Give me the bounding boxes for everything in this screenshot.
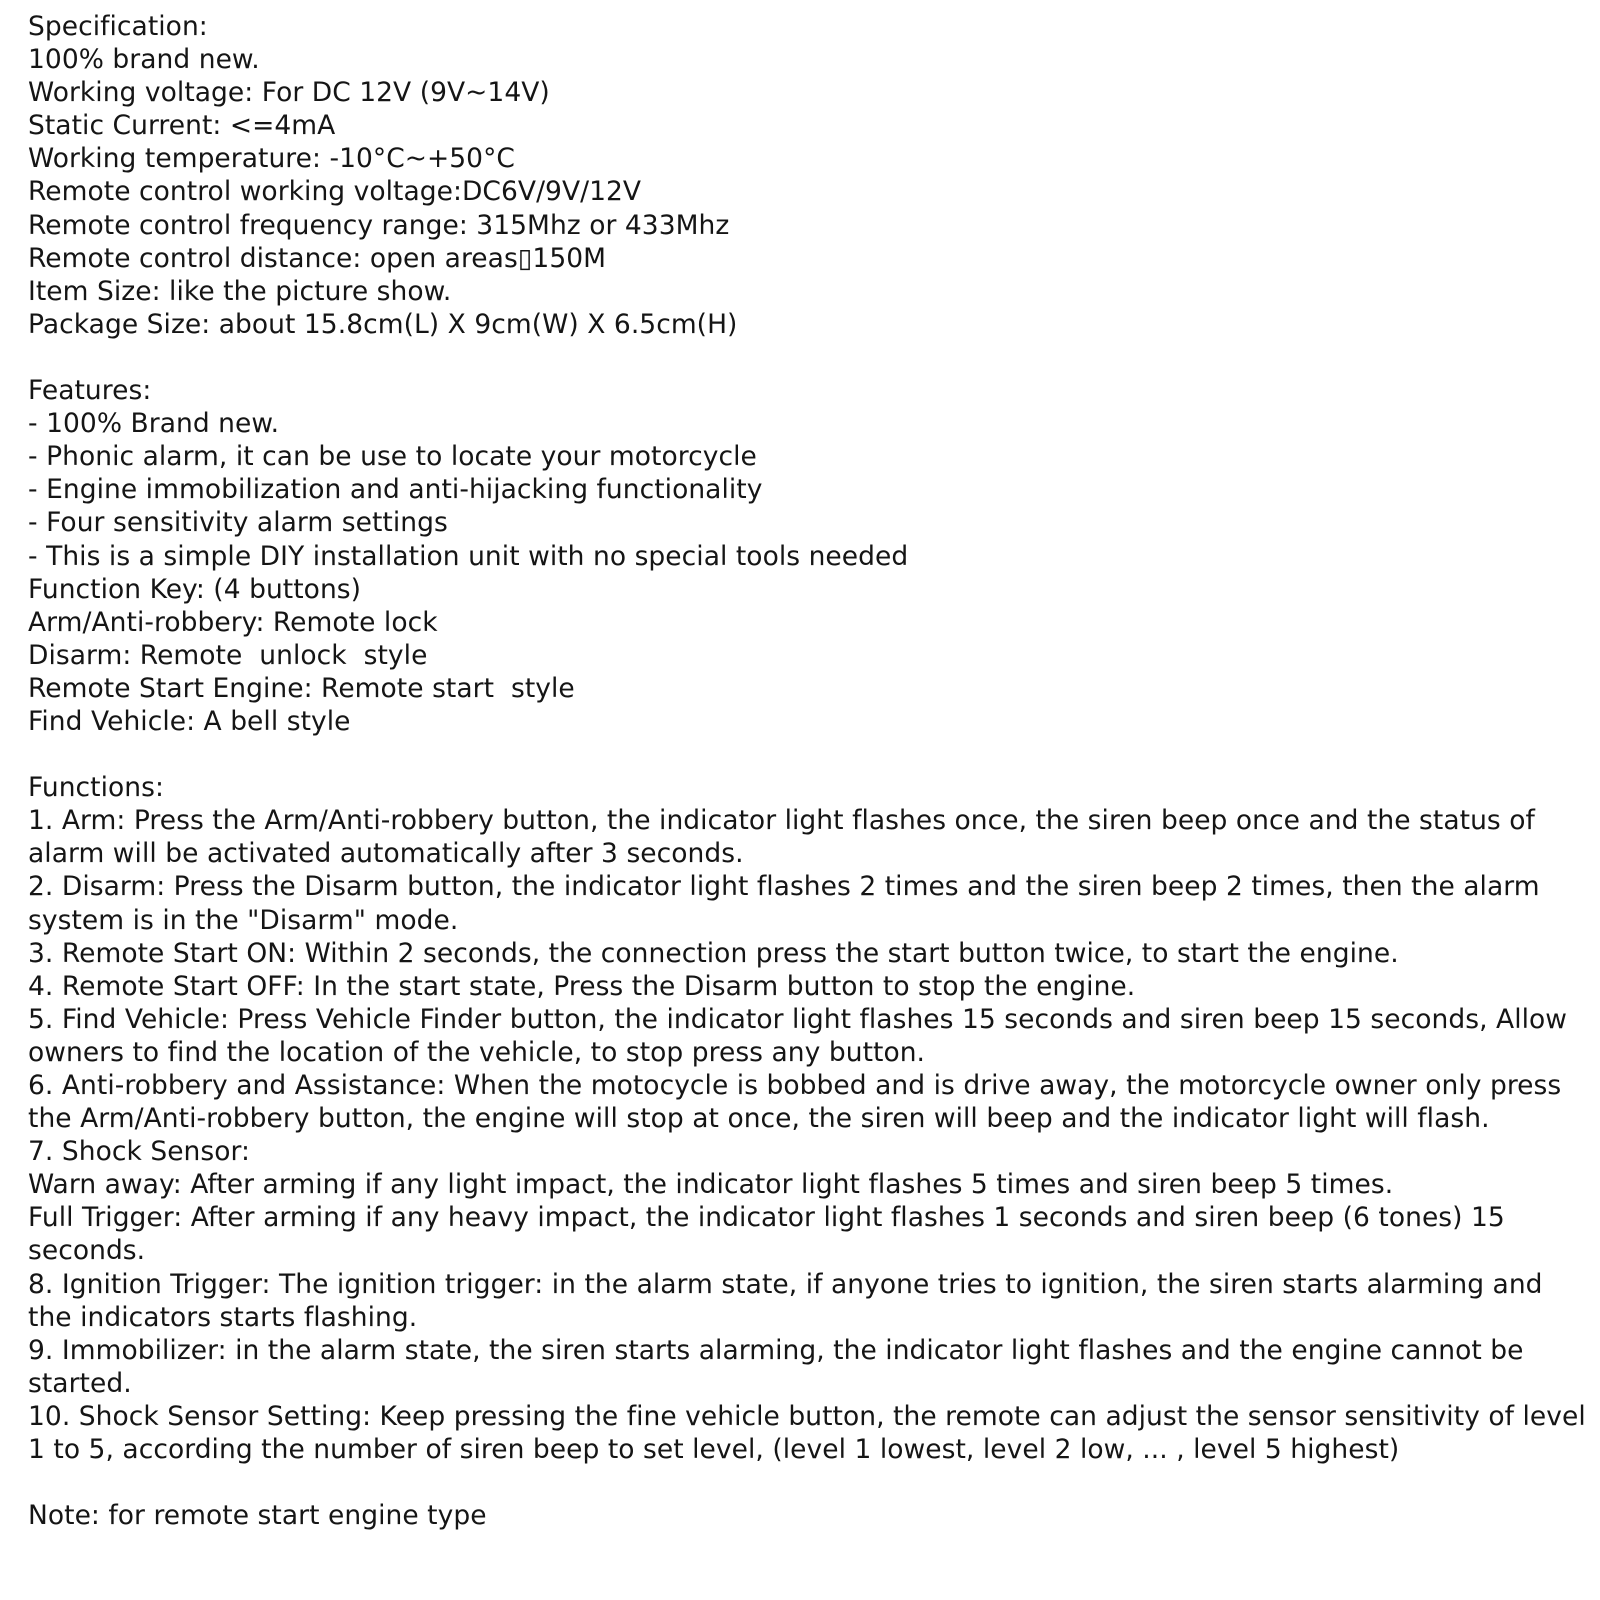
function-item: 1. Arm: Press the Arm/Anti-robbery button, the indicator light flashes once, the siren beep once and the status of alarm will be activated automatically after 3 seconds. — [28, 805, 1544, 870]
feature-line: Function Key: (4 buttons) — [28, 573, 362, 605]
spec-line: 100% brand new. — [28, 44, 260, 76]
features-section — [28, 374, 1594, 738]
functions-heading: Functions: — [28, 772, 164, 804]
feature-line: Remote Start Engine: Remote start style — [28, 672, 575, 704]
spacer — [28, 1466, 1594, 1499]
spacer — [28, 341, 1594, 374]
function-item: 5. Find Vehicle: Press Vehicle Finder button, the indicator light flashes 15 seconds and siren beep 15 seconds, Allow owners to find the location of the vehicle, to stop press any button. — [28, 1003, 1576, 1068]
spec-line: Working voltage: For DC 12V (9V~14V) — [28, 77, 550, 109]
product-description-document — [28, 10, 1594, 1532]
function-item: 4. Remote Start OFF: In the start state, Press the Disarm button to stop the engine. — [28, 970, 1136, 1002]
functions-section — [28, 771, 1594, 1466]
feature-line: Disarm: Remote unlock style — [28, 639, 428, 671]
spacer — [28, 738, 1594, 771]
spec-line: Remote control frequency range: 315Mhz or 433Mhz — [28, 209, 730, 241]
function-item: 10. Shock Sensor Setting: Keep pressing the fine vehicle button, the remote can adjust the sensor sensitivity of level 1 to 5, according the number of siren beep to set level, (level 1 lowest, level 2 low, ... , level 5 highest) — [28, 1400, 1595, 1466]
function-item: 8. Ignition Trigger: The ignition trigger: in the alarm state, if anyone tries to ignition, the siren starts alarming and the indicators starts flashing. — [28, 1268, 1552, 1333]
spec-line: Item Size: like the picture show. — [28, 275, 452, 307]
function-item: 3. Remote Start ON: Within 2 seconds, the connection press the start button twice, to start the engine. — [28, 937, 1399, 969]
spec-line: Remote control working voltage:DC6V/9V/12V — [28, 176, 642, 208]
specification-section — [28, 10, 1594, 341]
function-item: 7. Shock Sensor: — [28, 1136, 250, 1168]
spec-line: Package Size: about 15.8cm(L) X 9cm(W) X 6.5cm(H) — [28, 308, 738, 340]
feature-line: - 100% Brand new. — [28, 408, 280, 440]
spec-line: Remote control distance: open areas▯150M — [28, 242, 607, 274]
feature-line: - Phonic alarm, it can be use to locate your motorcycle — [28, 441, 757, 473]
function-item: 2. Disarm: Press the Disarm button, the indicator light flashes 2 times and the siren beep 2 times, then the alarm system is in the "Disarm" mode. — [28, 871, 1549, 936]
spec-line: Static Current: <=4mA — [28, 110, 336, 142]
spec-line: Working temperature: -10°C~+50°C — [28, 143, 515, 175]
feature-line: Find Vehicle: A bell style — [28, 705, 351, 737]
feature-line: Arm/Anti-robbery: Remote lock — [28, 606, 438, 638]
features-heading: Features: — [28, 375, 152, 407]
function-item: Full Trigger: After arming if any heavy impact, the indicator light flashes 1 seconds and siren beep (6 tones) 15 seconds. — [28, 1202, 1514, 1267]
specification-heading: Specification: — [28, 11, 208, 42]
function-item: 6. Anti-robbery and Assistance: When the motocycle is bobbed and is drive away, the motorcycle owner only press the Arm/Anti-robbery button, the engine will stop at once, the siren will beep and the indicator light will flash. — [28, 1070, 1570, 1135]
feature-line: - Four sensitivity alarm settings — [28, 507, 448, 539]
note-line: Note: for remote start engine type — [28, 1500, 487, 1532]
feature-line: - This is a simple DIY installation unit with no special tools needed — [28, 540, 909, 572]
function-item: 9. Immobilizer: in the alarm state, the siren starts alarming, the indicator light flashes and the engine cannot be started. — [28, 1334, 1533, 1399]
feature-line: - Engine immobilization and anti-hijacking functionality — [28, 474, 763, 506]
function-item: Warn away: After arming if any light impact, the indicator light flashes 5 times and siren beep 5 times. — [28, 1169, 1394, 1201]
